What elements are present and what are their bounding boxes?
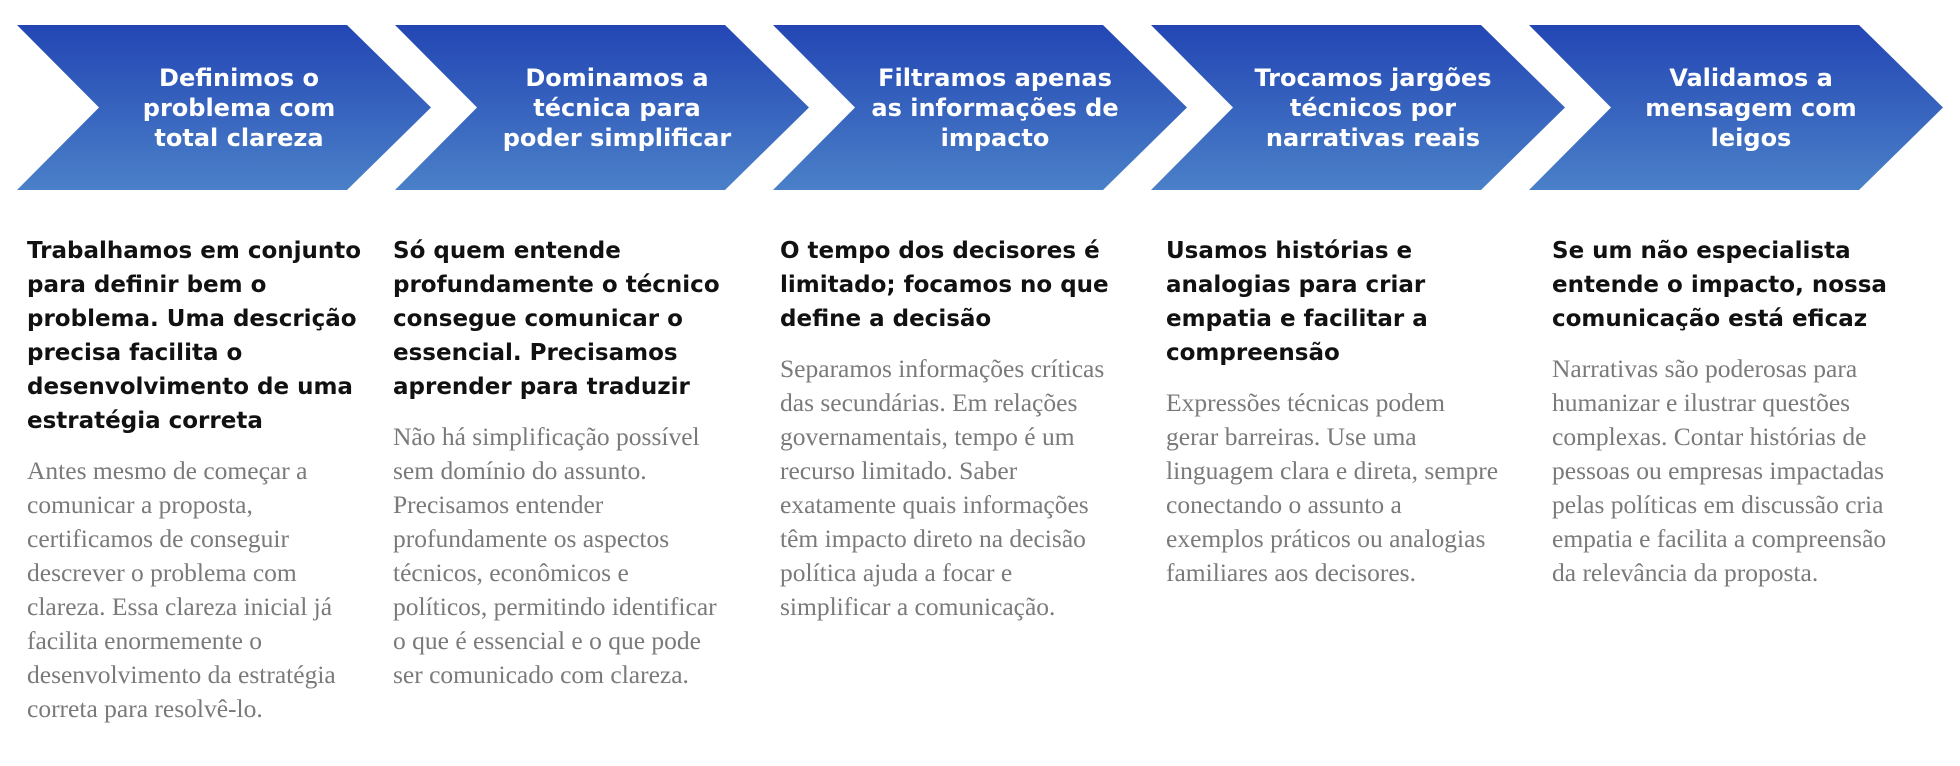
step-heading: Usamos histórias e analogias para criar empatia e facilitar a compreensão: [1166, 238, 1428, 366]
step-column-1: [27, 234, 362, 726]
chevron-step-1: [17, 25, 433, 190]
step-description: Narrativas são poderosas para humanizar e ilustrar questões complexas. Contar histórias de pessoas ou empresas impactadas pelas políticas em discussão cria empatia e facilita a compreensão da relevância da proposta.: [1552, 354, 1887, 587]
step-heading: O tempo dos decisores é limitado; focamos no que define a decisão: [780, 238, 1109, 332]
chevron-label: Dominamos a técnica para poder simplificar: [502, 63, 732, 152]
step-heading: Trabalhamos em conjunto para definir bem o problema. Uma descrição precisa facilita o desenvolvimento de uma estratégia correta: [27, 238, 362, 434]
chevron-step-2: [395, 25, 811, 190]
step-description: Antes mesmo de começar a comunicar a proposta, certificamos de conseguir descrever o problema com clareza. Essa clareza inicial já facilita enormemente o desenvolvimento da estratégia correta para resolvê-lo.: [27, 456, 336, 723]
step-column-2: [393, 234, 728, 692]
chevron-label: Filtramos apenas as informações de impacto: [871, 63, 1119, 152]
step-column-4: [1166, 234, 1501, 590]
chevron-step-4: [1151, 25, 1567, 190]
step-description: Separamos informações críticas das secundárias. Em relações governamentais, tempo é um recurso limitado. Saber exatamente quais informações têm impacto direto na decisão política ajuda a focar e simplificar a comunicação.: [780, 354, 1105, 621]
chevron-label: Validamos a mensagem com leigos: [1645, 63, 1857, 152]
step-description: Expressões técnicas podem gerar barreiras. Use uma linguagem clara e direta, sempre conectando o assunto a exemplos práticos ou analogias familiares aos decisores.: [1166, 388, 1499, 587]
chevron-step-5: [1529, 25, 1945, 190]
step-heading: Só quem entende profundamente o técnico consegue comunicar o essencial. Precisamos aprender para traduzir: [393, 238, 720, 400]
chevron-label: Definimos o problema com total clareza: [142, 63, 336, 152]
step-column-5: [1552, 234, 1902, 590]
step-heading: Se um não especialista entende o impacto, nossa comunicação está eficaz: [1552, 238, 1887, 332]
step-column-3: [780, 234, 1115, 624]
chevron-label: Trocamos jargões técnicos por narrativas reais: [1254, 63, 1492, 152]
step-description: Não há simplificação possível sem domínio do assunto. Precisamos entender profundamente os aspectos técnicos, econômicos e políticos, permitindo identificar o que é essencial e o que pode ser comunicado com clareza.: [393, 422, 717, 689]
chevron-step-3: [773, 25, 1189, 190]
